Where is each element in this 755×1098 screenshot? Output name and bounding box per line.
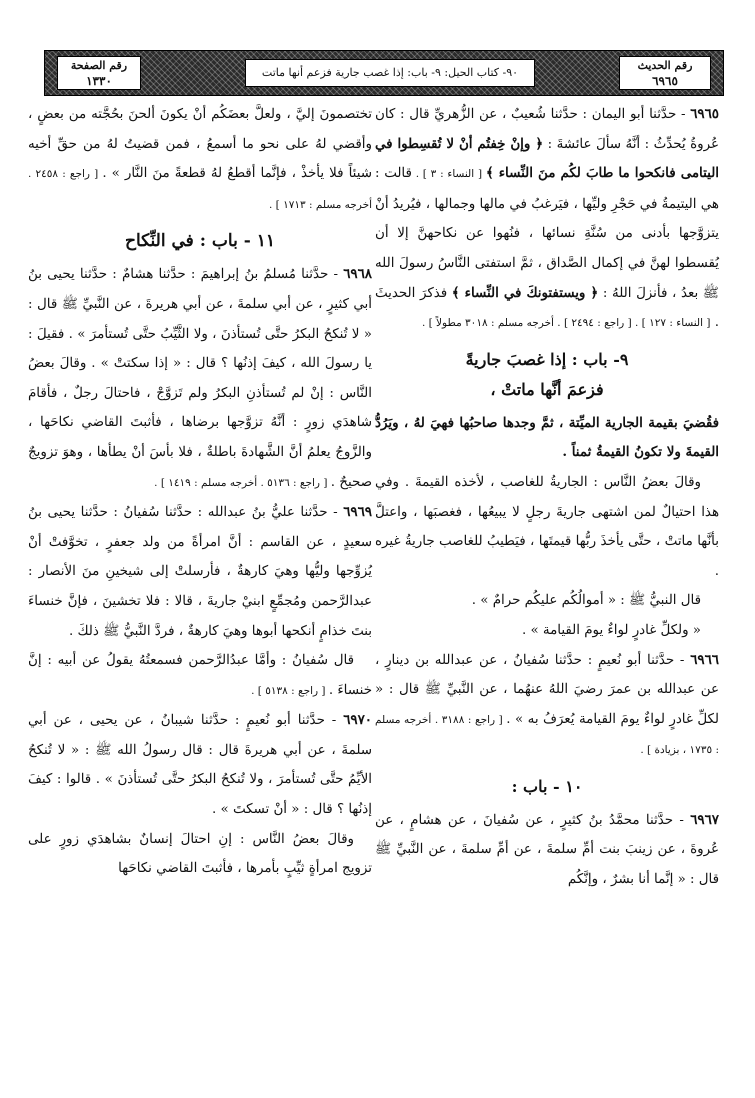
hadith-text: - حدَّثنا أبو نُعيمٍ : حدَّثنا سُفيانُ ، عن عبدالله بن دينارٍ ، عن عبدالله بن عمرَ رضيَ اللهُ عنهُما ، عن النَّبيِّ ﷺ قال : « لكلِّ غادرٍ لواءٌ يومَ القيامة يُعرَفُ به » .: [375, 652, 719, 727]
paragraph: وقالَ بعضُ النَّاس : الجاريةُ للغاصب ، لأخذه القيمةَ . وفي هذا احتيالٌ لمن اشتهى جاريةَ رجلٍ لا يبيعُها ، فغصبَها ، واعتلَّ بأنَّها ماتتْ ، حتَّى يأخذَ ربُّها قيمتَها ، فيَطيبُ للغاصب جاريةُ غيره .: [375, 474, 719, 579]
hadith-text: - حدَّثنا مُسلمُ بنُ إبراهيمَ : حدَّثنا هشامٌ : حدَّثنا يحيى بنُ أبي كثيرٍ ، عن أبي سلمةَ ، عن أبي هريرةَ ، عن النَّبيِّ ﷺ قال : « لا تُنكحُ البكرُ حتَّى تُستأذنَ ، ولا الثَّيِّبُ حتَّى تُستأمرَ » . فقيلَ : يا رسولَ الله ، كيفَ إذنُها ؟ قال : « إذا سكتتْ » . وقالَ بعضُ النَّاس : إنْ لم تُستأذنِ البكرُ ولم تَزوَّجْ ، فاحتالَ رجلٌ ، فأقامَ شاهدَي زورٍ : أنَّهُ تزوَّجها برضاها ، فأثبتَ القاضي نكاحَها ، والزَّوجُ يعلمُ أنَّ الشَّهادةَ باطلةٌ ، فلا بأسَ أنْ يطأها ، وهوَ تزويجٌ صحيحٌ .: [28, 267, 372, 490]
page-header: [44, 50, 724, 96]
hadith-number-box: [619, 56, 711, 90]
chapter-title: ٩٠- كتاب الحيل: ٩- باب: إذا غصب جارية فزعم أنها ماتت: [245, 59, 535, 87]
hadith-text: - حدَّثنا عليُّ بنُ عبدالله : حدَّثنا سُفيانُ : حدَّثنا يحيى بنُ سعيدٍ ، عن القاسم : أنَّ امرأةً من ولد جعفرٍ ، تخوَّفتْ أنْ يُزوِّجها وليُّها وهيَ كارهةٌ ، فأرسلتْ إلى شيخينِ منَ الأنصار : عبدالرَّحمن ومُجمِّعٍ ابنيْ جاريةَ ، قالا : فلا تخشينَ ، فإنَّ خنساءَ بنتَ خذامٍ أنكحها أبوها وهيَ كارهةٌ ، فردَّ النَّبيُّ ﷺ ذلكَ .: [28, 505, 372, 639]
page-number: ١٣٣٠: [86, 74, 112, 88]
hadith-number: ٦٩٦٥: [690, 106, 719, 122]
hadith-text: قالت : هي اليتيمةُ في حَجْرِ وليِّها ، فيَرغبُ في مالها وجمالها ، فيُريدُ أنْ يتزوَّجها بأدنى من سُنَّةِ نسائها ، فنُهوا عن نكاحهنَّ إلا أن يُقسطوا لهنَّ في إكمال الصَّداق ، ثمَّ استفتى النَّاسُ رسولَ الله ﷺ بعدُ ، فأنزلَ اللهُ :: [375, 166, 719, 301]
quran-quote: ﴿ وإنْ خِفتُم أنْ لا تُقسِطوا في اليتامى فانكحوا ما طابَ لكُم منَ النِّساء ﴾: [375, 135, 720, 182]
page-number-label: رقم الصفحة: [70, 59, 128, 72]
hadith-number: ٦٩٦٥: [652, 74, 678, 88]
hadith-6970: [28, 706, 372, 824]
hadith-6968: [28, 260, 372, 498]
section-heading-line: فزعمَ أنَّها ماتتْ ،: [490, 379, 604, 399]
reference: [ راجع : ٢٤٥٨ . أخرجه مسلم : ١٧١٣ ] .: [28, 168, 372, 211]
hadith-6966: [375, 646, 719, 766]
hadith-text: - حدَّثنا أبو نُعيمٍ : حدَّثنا شيبانُ ، عن يحيى ، عن أبي سلمةَ ، عن أبي هريرةَ قال : قال رسولُ الله ﷺ : « لا تُنكحُ الأيِّمُ حتَّى تُستأمرَ ، ولا تُنكحُ البكرُ حتَّى تُستأذنَ » . قالوا : كيفَ إذنُها ؟ قال : « أنْ تسكتَ » .: [28, 713, 373, 818]
paragraph: [28, 646, 372, 706]
hadith-number: ٦٩٦٨: [343, 266, 372, 283]
reference: [ راجع : ٥١٣٦ . أخرجه مسلم : ١٤١٩ ] .: [154, 476, 331, 489]
section-heading: [375, 345, 719, 405]
section-intro: فقُضيَ بقيمة الجارية الميِّتة ، ثمَّ وجدها صاحبُها فهيَ لهُ ، ويَرُدُّ القيمةَ ولا تكونُ القيمةُ ثمناً .: [375, 414, 719, 461]
reference: [ النساء : ١٢٧ ] . [ راجع : ٢٤٩٤ ] . أخرجه مسلم : ٣٠١٨ مطولاً ] .: [421, 317, 711, 330]
page-number-box: [57, 56, 141, 90]
reference: [ راجع : ٣١٨٨ . أخرجه مسلم : ١٧٣٥ ، بزيادة ] .: [375, 713, 719, 757]
section-heading-line: ٩- باب : إذا غصبَ جاريةً: [465, 349, 629, 369]
paragraph-text: قال سُفيانُ : وأمَّا عبدُالرَّحمن فسمعتُهُ يقولُ عن أبيه : إنَّ خنساءَ .: [28, 653, 372, 698]
reference: [ راجع : ٥١٣٨ ] .: [251, 684, 329, 697]
hadith-text: تختصمونَ إليَّ ، ولعلَّ بعضَكُم أنْ يكونَ ألحنَ بحُجَّته من بعضٍ ، وأقضي لهُ على نحو ما أسمعُ ، فمن قضيتُ لهُ من حقِّ أخيه شيئاً فلا يأخذْ ، فإنَّما أقطعُ لهُ قطعةً منَ النَّار » .: [28, 107, 372, 182]
right-column: [375, 100, 719, 895]
hadith-text: - حدَّثنا أبو اليمان : حدَّثنا شُعيبٌ ، عن الزُّهريِّ قال : كان عُروةُ يُحدِّثُ : أنَّهُ سألَ عائشةَ :: [375, 107, 719, 152]
hadith-continuation: [28, 100, 372, 220]
quran-quote: ﴿ ويستفتونكَ في النِّساء ﴾: [451, 284, 599, 301]
hadith-6969: [28, 498, 372, 646]
hadith-number: ٦٩٧٠: [343, 712, 372, 729]
paragraph: « ولكلِّ غادرٍ لواءٌ يومَ القيامة » .: [521, 622, 701, 638]
reference: [ النساء : ٣ ] .: [411, 168, 486, 181]
hadith-number-label: رقم الحديث: [637, 59, 693, 72]
paragraph: وقالَ بعضُ النَّاس : إنِ احتالَ إنسانٌ بشاهدَي زورٍ على تزويج امرأةٍ ثيِّبٍ بأمرها ، فأثبتَ القاضي نكاحَها: [28, 831, 372, 877]
section-heading: ١١ - باب : في النِّكاح: [125, 231, 275, 252]
hadith-text: - حدَّثنا محمَّدُ بنُ كثيرٍ ، عن سُفيانَ ، عن هشامٍ ، عن عُروةَ ، عن زينبَ بنت أمِّ سلمةَ ، عن أمِّ سلمةَ ، عن النَّبيِّ ﷺ قال : « إنَّما أنا بشرٌ ، وإنَّكُم: [375, 812, 719, 888]
hadith-6967: [375, 806, 719, 895]
hadith-number: ٦٩٦٦: [690, 651, 719, 668]
paragraph: قال النبيُّ ﷺ : « أموالُكُم عليكُم حرامٌ » .: [471, 593, 701, 609]
hadith-text: فذكرَ الحديثَ .: [375, 285, 719, 331]
hadith-number: ٦٩٦٧: [690, 811, 719, 828]
hadith-6965: [375, 100, 719, 339]
left-column: [28, 100, 372, 884]
hadith-number: ٦٩٦٩: [343, 504, 372, 521]
section-heading: ١٠ - باب :: [511, 776, 583, 796]
